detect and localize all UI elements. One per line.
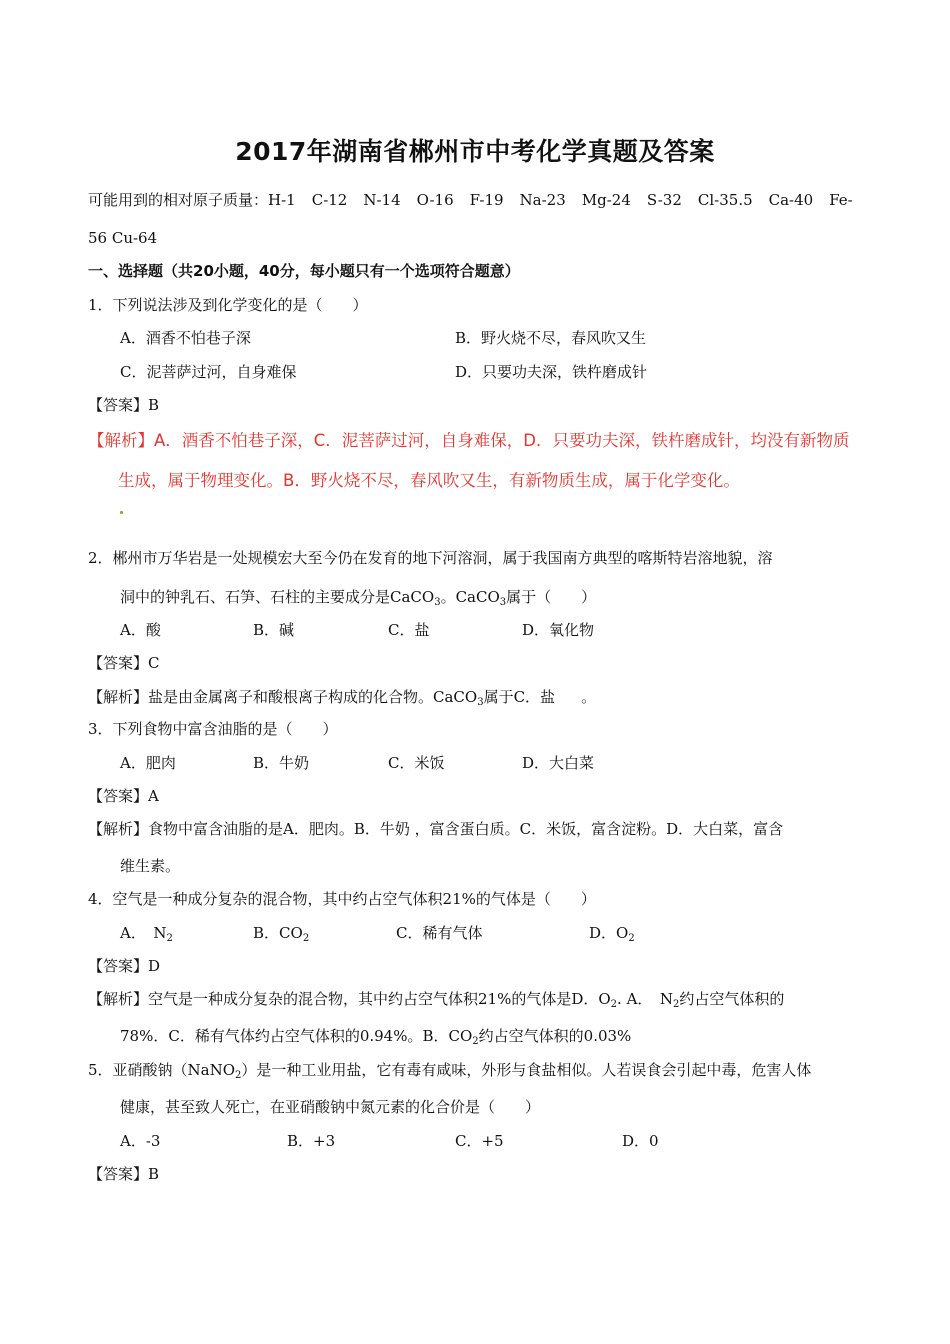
question-5-option-b: B．+3 xyxy=(287,1132,336,1150)
question-5-option-d: D．0 xyxy=(622,1132,659,1150)
subscript: 2 xyxy=(302,933,310,944)
question-3-stem: 3．下列食物中富含油脂的是（ ） xyxy=(88,720,338,738)
question-3-option-c: C．米饭 xyxy=(388,754,445,772)
atomic-mass-line xyxy=(88,190,853,210)
subscript: 3 xyxy=(477,697,484,708)
section-heading: 一、选择题（共20小题，40分，每小题只有一个选项符合题意） xyxy=(88,262,520,280)
question-2-option-a: A．酸 xyxy=(120,621,161,639)
text-run: 属于（ ） xyxy=(506,588,597,606)
text-run: D．O xyxy=(589,924,629,942)
atomic-mass-item: Mg-24 xyxy=(581,191,631,209)
text-run: 洞中的钟乳石、石笋、石柱的主要成分是CaCO xyxy=(120,588,435,606)
subscript: 2 xyxy=(628,933,635,944)
question-1-stem: 1．下列说法涉及到化学变化的是（ ） xyxy=(88,296,368,314)
text-run: 【解析】空气是一种成分复杂的混合物，其中约占空气体积21%的气体是D．O xyxy=(88,990,611,1008)
text-run: 。CaCO xyxy=(440,588,500,606)
atomic-mass-item: Na-23 xyxy=(519,191,566,209)
text-run: 78%．C．稀有气体约占空气体积的0.94%。B．CO xyxy=(120,1027,473,1045)
text-run: 【解析】盐是由金属离子和酸根离子构成的化合物。CaCO xyxy=(88,688,478,706)
atomic-mass-item: H-1 xyxy=(268,191,296,209)
question-1-analysis-line1: 【解析】A．酒香不怕巷子深，C．泥菩萨过河，自身难保，D．只要功夫深，铁杵磨成针，均没有新物质 xyxy=(88,431,850,450)
subscript: 2 xyxy=(673,999,680,1010)
page-title: 2017年湖南省郴州市中考化学真题及答案 xyxy=(235,137,715,166)
question-2-stem-line1: 2．郴州市万华岩是一处规模宏大至今仍在发育的地下河溶洞，属于我国南方典型的喀斯特岩溶地貌，溶 xyxy=(88,549,773,567)
question-4-analysis-line2 xyxy=(120,1026,631,1046)
question-2-option-d: D．氧化物 xyxy=(522,621,595,639)
question-3-analysis-line1: 【解析】食物中富含油脂的是A．肥肉。B．牛奶 ，富含蛋白质。C．米饭，富含淀粉。D．大白菜，富含 xyxy=(88,820,784,838)
text-run: 约占空气体积的0.03% xyxy=(478,1027,632,1045)
subscript: 2 xyxy=(610,999,618,1010)
question-4-option-a xyxy=(120,923,173,943)
question-4-analysis-line1 xyxy=(88,989,784,1009)
question-3-analysis-line2: 维生素。 xyxy=(120,857,181,875)
text-run: 。 xyxy=(581,688,597,706)
stray-mark xyxy=(120,511,123,514)
question-3-option-d: D．大白菜 xyxy=(522,754,595,772)
question-5-stem-line1 xyxy=(88,1060,811,1080)
atomic-mass-item: Ca-40 xyxy=(768,191,814,209)
atomic-mass-label: 可能用到的相对原子质量： xyxy=(88,191,269,209)
atomic-mass-item: O-16 xyxy=(416,191,454,209)
question-3-option-b: B．牛奶 xyxy=(253,754,310,772)
question-4-option-c: C．稀有气体 xyxy=(396,924,483,942)
question-4-answer: 【答案】D xyxy=(88,957,161,975)
question-4-option-b xyxy=(253,923,309,943)
question-5-answer: 【答案】B xyxy=(88,1165,160,1183)
atomic-mass-item: F-19 xyxy=(469,191,504,209)
question-2-answer: 【答案】C xyxy=(88,654,160,672)
subscript: 2 xyxy=(472,1036,479,1047)
question-5-option-c: C．+5 xyxy=(455,1132,504,1150)
text-run: B．CO xyxy=(253,924,303,942)
atomic-mass-item: Cl-35.5 xyxy=(697,191,753,209)
subscript: 3 xyxy=(434,597,441,608)
subscript: 3 xyxy=(499,597,507,608)
atomic-mass-item: N-14 xyxy=(363,191,401,209)
question-4-option-d xyxy=(589,923,635,943)
text-run: . A． N xyxy=(617,990,674,1008)
question-2-analysis xyxy=(88,687,596,707)
subscript: 2 xyxy=(166,933,173,944)
question-3-option-a: A．肥肉 xyxy=(120,754,176,772)
question-3-answer: 【答案】A xyxy=(88,787,159,805)
subscript: 2 xyxy=(235,1070,242,1081)
text-run: 属于C．盐 xyxy=(483,688,556,706)
question-1-option-b: B．野火烧不尽，春风吹又生 xyxy=(455,329,647,347)
text-run: ）是一种工业用盐，它有毒有咸味，外形与食盐相似。人若误食会引起中毒，危害人体 xyxy=(241,1061,812,1079)
question-1-answer: 【答案】B xyxy=(88,396,160,414)
question-1-option-a: A．酒香不怕巷子深 xyxy=(120,329,251,347)
question-1-analysis-line2: 生成，属于物理变化。B．野火烧不尽，春风吹又生，有新物质生成，属于化学变化。 xyxy=(118,471,740,490)
atomic-mass-item: Fe- xyxy=(829,191,853,209)
atomic-mass-item: S-32 xyxy=(646,191,682,209)
question-4-stem: 4．空气是一种成分复杂的混合物，其中约占空气体积21%的气体是（ ） xyxy=(88,890,596,908)
atomic-mass-item: C-12 xyxy=(311,191,348,209)
question-2-option-b: B．碱 xyxy=(253,621,295,639)
text-run: 5．亚硝酸钠（NaNO xyxy=(88,1061,236,1079)
question-2-option-c: C．盐 xyxy=(388,621,430,639)
question-5-stem-line2: 健康，甚至致人死亡，在亚硝酸钠中氮元素的化合价是（ ） xyxy=(120,1098,541,1116)
text-run: 约占空气体积的 xyxy=(679,990,785,1008)
atomic-mass-continuation: 56 Cu-64 xyxy=(88,229,158,247)
question-2-stem-line2 xyxy=(120,587,596,607)
question-1-option-c: C．泥菩萨过河，自身难保 xyxy=(120,363,297,381)
question-5-option-a: A．-3 xyxy=(120,1132,161,1150)
text-run: A． N xyxy=(120,924,167,942)
question-1-option-d: D．只要功夫深，铁杵磨成针 xyxy=(455,363,648,381)
